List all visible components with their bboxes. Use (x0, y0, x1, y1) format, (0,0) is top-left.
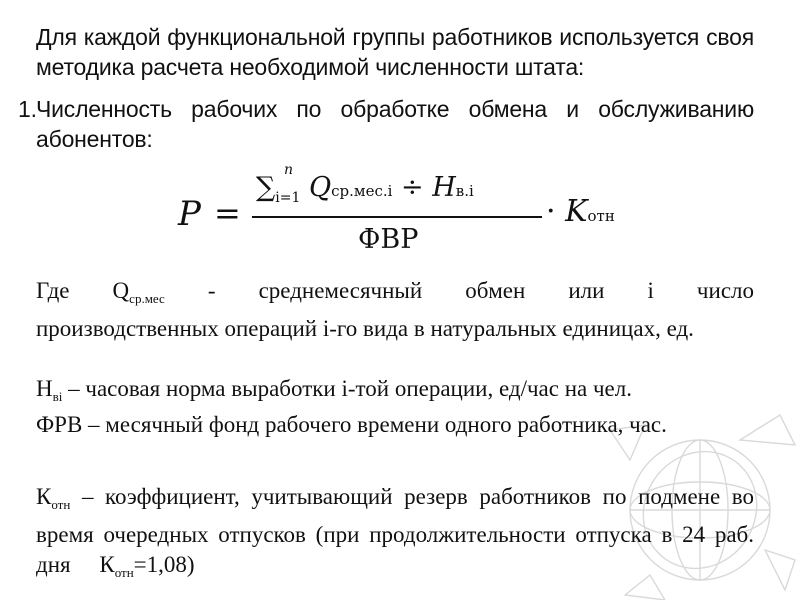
q-def-text-line1: - среднемесячный обмен или i число (207, 278, 754, 303)
formula-coefficient (546, 194, 615, 229)
h-symbol: H (432, 172, 456, 203)
k-symbol: K (565, 194, 588, 229)
fraction-bar (252, 216, 542, 218)
definition-k (36, 482, 754, 588)
definition-frv (36, 410, 754, 440)
formula-numerator (256, 162, 474, 206)
definition-q (36, 276, 754, 344)
list-number: 1. (18, 96, 37, 122)
intro-paragraph (36, 22, 754, 82)
h-subscript: в.i (455, 182, 474, 200)
h-def-text: – часовая норма выработки i-той операции, ед/час на чел. (68, 376, 632, 401)
q-symbol: Q (309, 172, 332, 203)
multiply-dot: · (546, 194, 556, 229)
formula-lhs: P (178, 194, 201, 234)
h-def-symbol: $H_{вi}$ (36, 376, 63, 404)
staff-formula (178, 162, 628, 262)
k-def-text: – коэффициент, учитывающий резерв работников по подмене во время очередных отпусков (при продолжительности отпуска в 24 раб. дня (36, 484, 755, 577)
k-def-symbol: $К_{отн}$ (36, 484, 71, 512)
q-def-text-rest: производственных операций i-го вида в натуральных единицах, ед. (36, 316, 694, 341)
formula-denominator: ФВР (358, 224, 419, 255)
where-word: Где (36, 278, 70, 303)
sum-upper-limit: n (284, 162, 294, 178)
sum-symbol: ∑ (256, 172, 276, 203)
list-item-text: Численность рабочих по обработке обмена и обслуживанию абонентов: (36, 96, 754, 152)
formula-equals: = (214, 194, 241, 232)
k-subscript: отн (587, 207, 615, 225)
intro-text: Для каждой функциональной группы работников используется своя методика расчета необходимой численности штата: (36, 24, 754, 80)
k-value: $К_{отн}=1,08$) (99, 552, 195, 580)
definition-h (36, 374, 754, 412)
q-def-symbol: $Q_{ср.мес}$ (112, 278, 165, 306)
q-subscript: ср.мес.i (331, 182, 393, 200)
frv-def-text: ФРВ – месячный фонд рабочего времени одного работника, час. (36, 412, 667, 437)
sum-lower-limit: i=1 (275, 190, 301, 206)
divide-symbol: ÷ (401, 172, 424, 203)
definition-q-line1 (36, 276, 754, 314)
list-item-1 (18, 94, 754, 154)
